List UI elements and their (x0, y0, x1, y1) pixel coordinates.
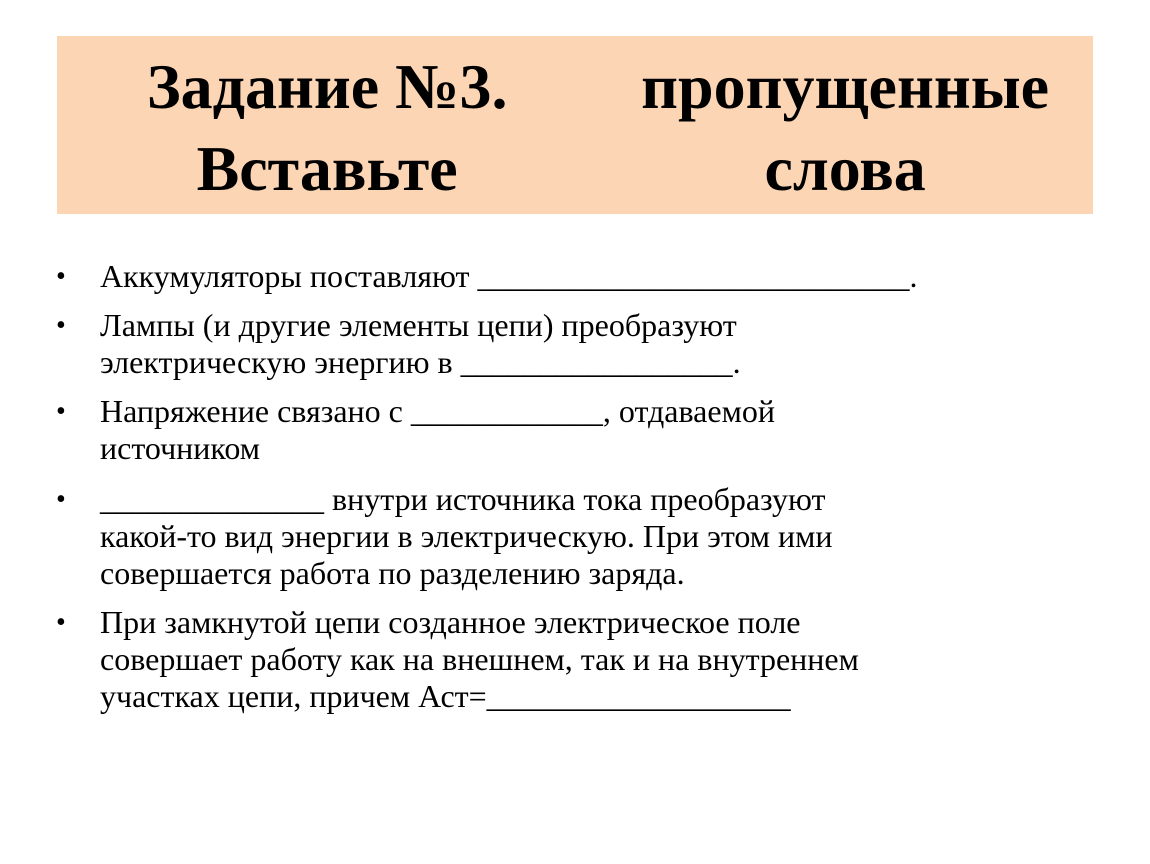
list-item (56, 604, 1080, 715)
list-item-line: совершает работу как на внешнем, так и на внутреннем (100, 641, 859, 677)
list-item (56, 393, 1080, 467)
list-item-line: участках цепи, причем Аст=___________________ (100, 678, 791, 714)
bullet-marker: • (56, 261, 66, 292)
list-item-line: Аккумуляторы поставляют ___________________________. (100, 258, 918, 294)
bullet-marker: • (56, 607, 66, 638)
list-item (56, 258, 1080, 295)
bullet-marker: • (56, 396, 66, 427)
list-item-line: Напряжение связано с ____________, отдаваемой (100, 393, 775, 429)
slide-title-line-2: пропущенные слова (641, 51, 1050, 204)
slide-title (57, 36, 1093, 214)
list-item-line: ______________ внутри источника тока преобразуют (100, 481, 826, 517)
list-item-line: источником (100, 430, 260, 466)
list-item-line: Лампы (и другие элементы цепи) преобразуют (100, 307, 737, 343)
list-item-line: какой-то вид энергии в электрическую. При этом ими (100, 518, 833, 554)
bullet-marker: • (56, 484, 66, 515)
slide-title-line-1: Задание №3. Вставьте (146, 51, 508, 204)
list-item (56, 307, 1080, 381)
title-band (57, 36, 1093, 214)
list-item-line: электрическую энергию в _________________. (100, 344, 741, 380)
bullet-marker: • (56, 310, 66, 341)
list-item-line: При замкнутой цепи созданное электрическое поле (100, 604, 801, 640)
list-item-line: совершается работа по разделению заряда. (100, 555, 685, 591)
list-item (56, 481, 1080, 592)
